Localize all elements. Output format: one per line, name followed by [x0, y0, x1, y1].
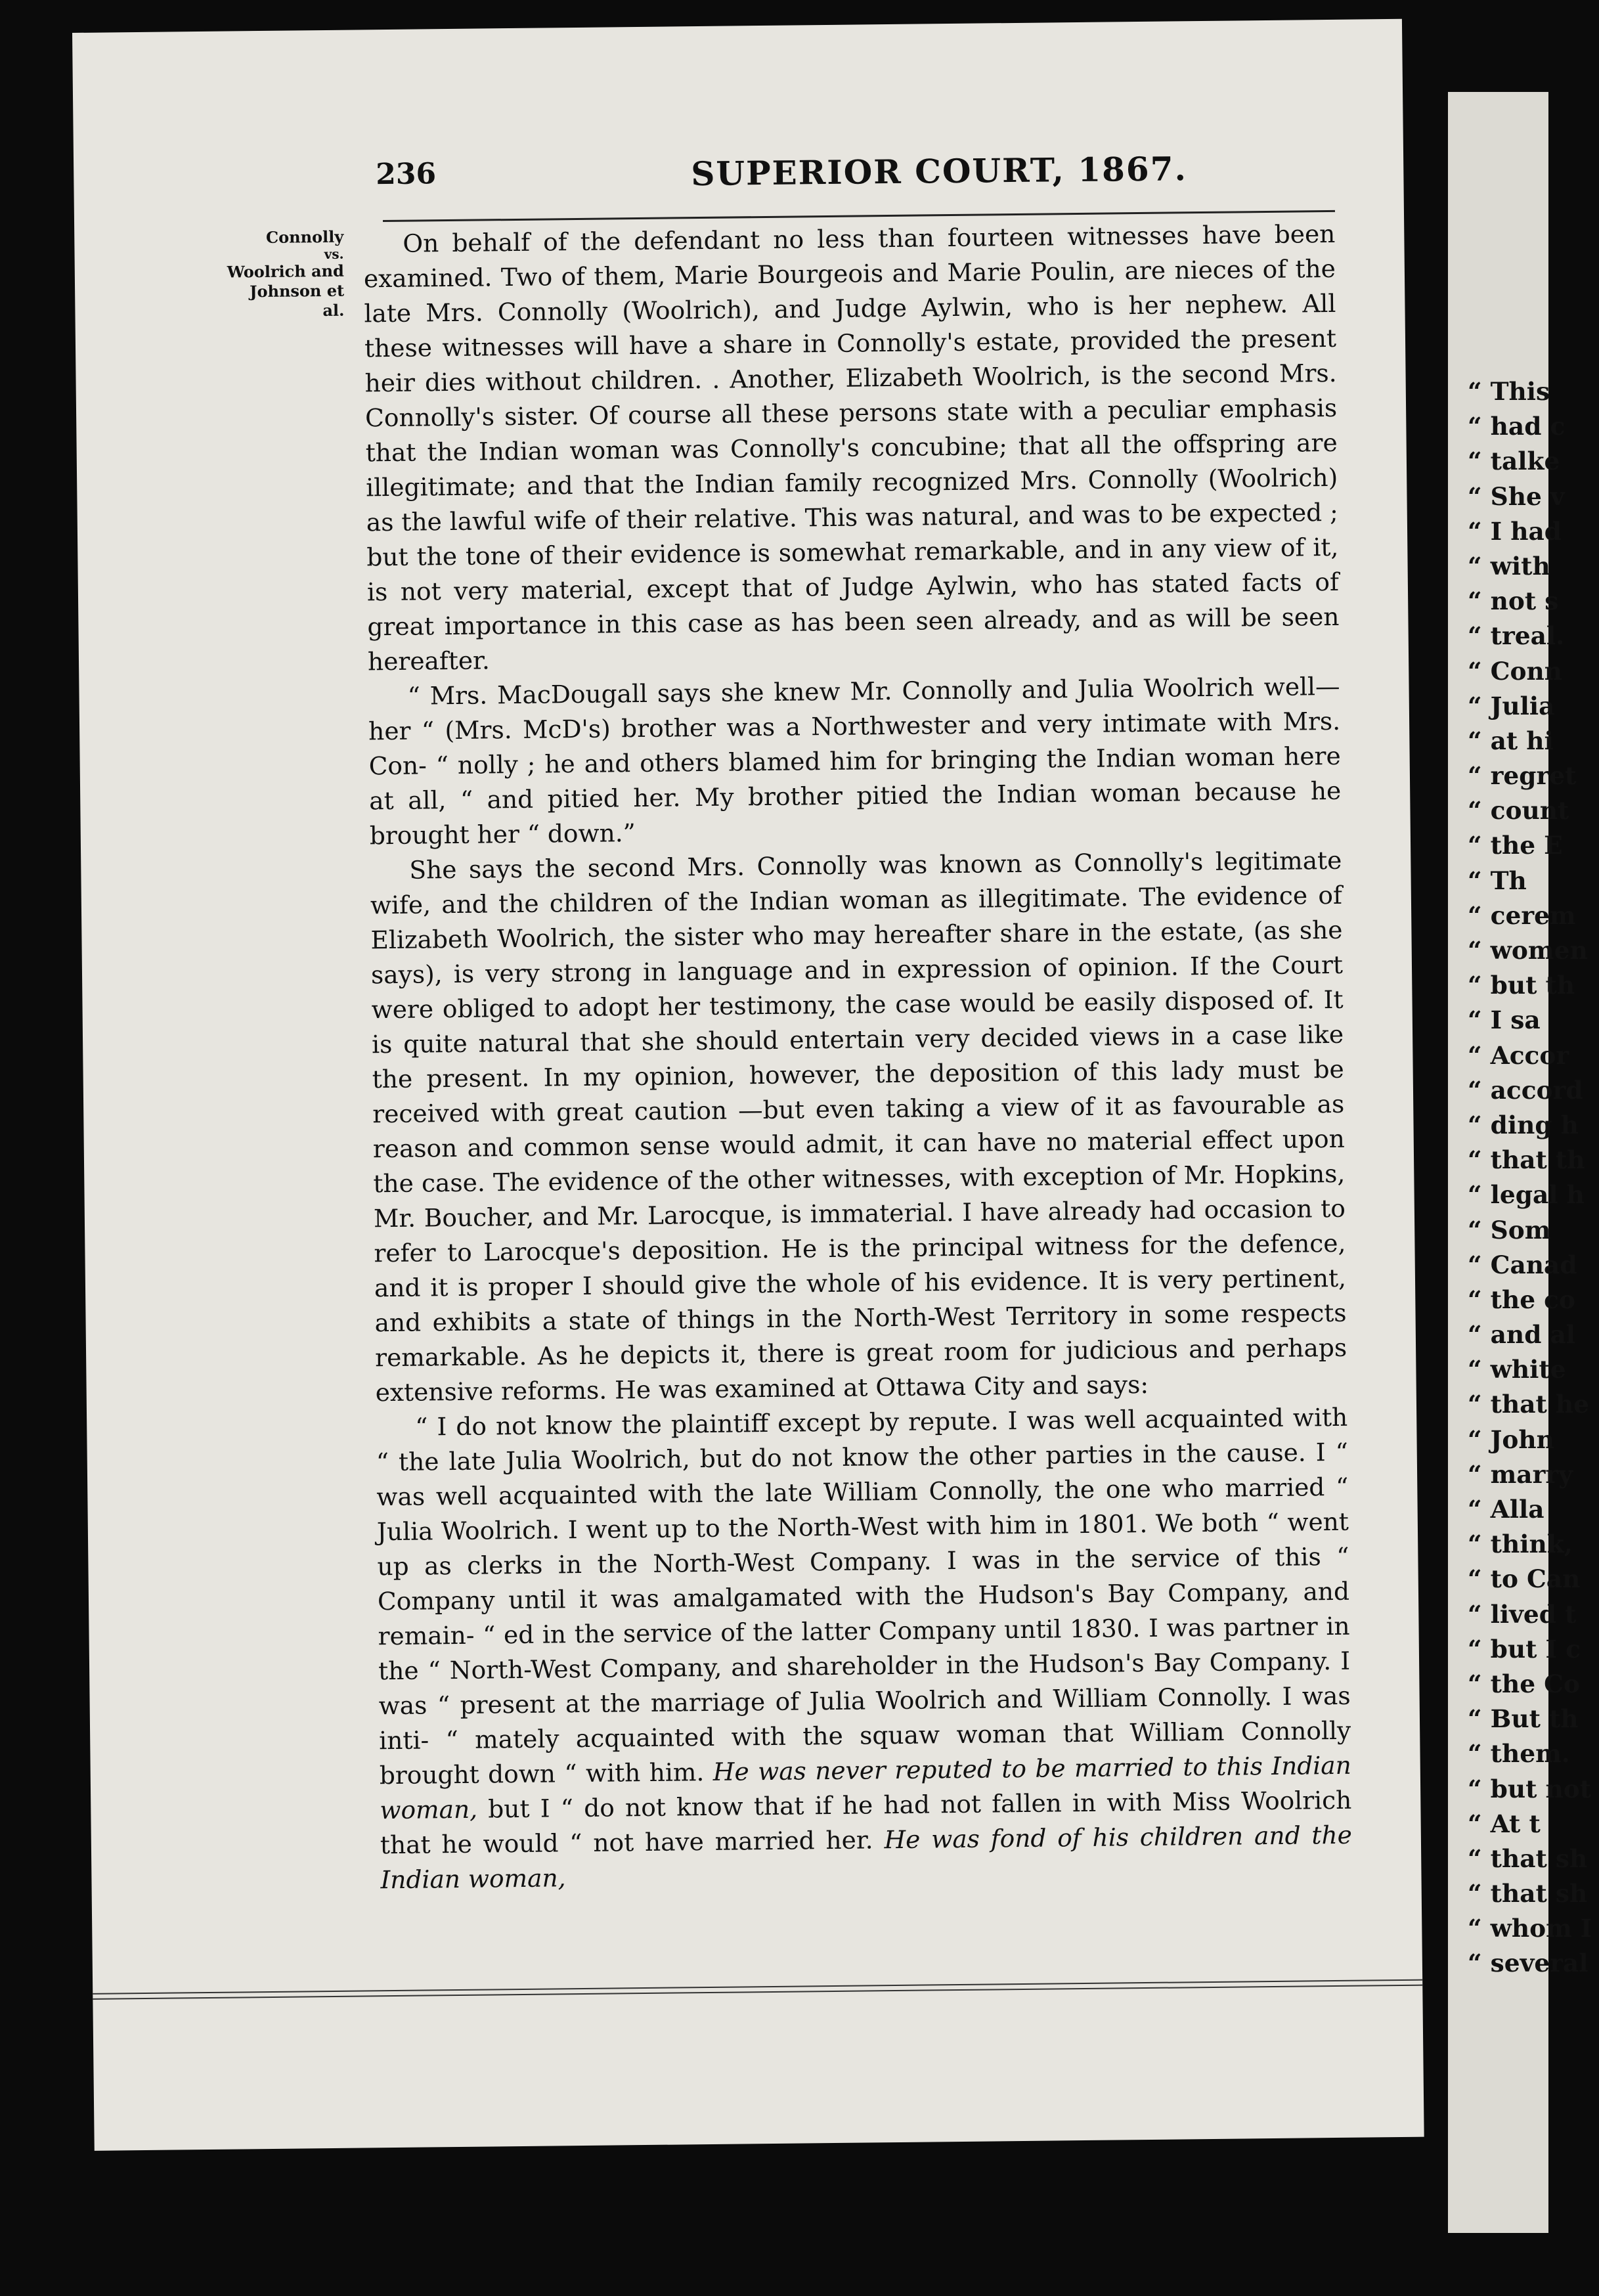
paragraph: She says the second Mrs. Connolly was known as Connolly's legitimate wife, and the children of the Indian woman as illegitimate. The evidence of Elizabeth Woolrich, the sister who may hereafter share in the estate, (as she says), is very strong in language and in expression of opinion. If the Court were obliged to adopt her testimony, the case would be easily disposed of. It is quite natural that she should entertain very decided views in a case like the present. In my opinion, however, the deposition of this lady must be received with great caution —but even taking a view of it as favourable as reason and common sense would admit, it can have no material effect upon the case. The evidence of the other witnesses, with exception of Mr. Hopkins, Mr. Boucher, and Mr. Larocque, is immaterial. I have already had occasion to refer to Larocque's deposition. He is the principal witness for the defence, and it is proper I should give the whole of his evidence. It is very pertinent, and exhibits a state of things in the North-West Territory in some respects remarkable. As he depicts it, there is great room for judicious and perhaps extensive reforms. He was examined at Ottawa City and says: — [370, 845, 1347, 1407]
facing-line: “ Alla — [1468, 1495, 1544, 1524]
facing-line: “ regret — [1468, 761, 1577, 791]
facing-line: “ several — [1468, 1949, 1588, 1978]
facing-line: “ them. — [1468, 1739, 1570, 1769]
facing-line: “ I had — [1468, 516, 1562, 546]
facing-line: “ women — [1468, 936, 1588, 965]
facing-line: “ but th — [1468, 971, 1575, 1000]
quote-italic: He was never reputed to be married to this Indian woman, — [380, 1750, 1351, 1825]
quotation — [376, 1400, 1353, 1897]
quote-italic: He was fond of his children and the Indian woman, — [380, 1820, 1353, 1895]
facing-line: “ that sh — [1468, 1843, 1588, 1873]
page-number: 236 — [376, 157, 437, 192]
facing-line: “ But th — [1468, 1704, 1579, 1734]
paragraph: On behalf of the defendant no less than fourteen witnesses have been examined. Two of them, Marie Bourgeois and Marie Poulin, are nieces of the late Mrs. Connolly (Woolrich), and Judge Aylwin, who is her nephew. All these witnesses will have a share in Connolly's estate, provided the present heir dies without children. . Another, Elizabeth Woolrich, is the second Mrs. Connolly's sister. Of course all these persons state with a peculiar emphasis that the Indian woman was Connolly's concubine; that all the offspring are illegitimate; and that the Indian family recognized Mrs. Connolly (Woolrich) as the lawful wife of their relative. This was natural, and was to be expected ; but the tone of their evidence is somewhat remarkable, and in any view of it, is not very material, except that of Judge Aylwin, who has stated facts of great importance in this case as has been seen already, and as will be seen hereafter. — [363, 219, 1340, 676]
facing-page — [1448, 92, 1592, 2233]
facing-line: “ marry — [1468, 1459, 1573, 1489]
bottom-rule — [93, 1979, 1422, 2000]
facing-line: “ not s — [1468, 586, 1559, 616]
facing-line: “ whom I — [1468, 1914, 1592, 1943]
facing-line: “ with — [1468, 551, 1550, 581]
facing-line: “ Som — [1468, 1215, 1551, 1245]
facing-line: “ Canad — [1468, 1250, 1577, 1279]
facing-line: “ but I c — [1468, 1634, 1581, 1664]
facing-line: “ the Co — [1468, 1669, 1580, 1698]
facing-line: “ talke — [1468, 447, 1560, 476]
sidenote-line: Connolly — [265, 227, 344, 247]
facing-line: “ and al — [1468, 1320, 1576, 1350]
sidenote-line: Woolrich and — [227, 261, 344, 282]
quote-text: but I “ do not know that if he had not fallen in with Miss Woolrich that he would “ not have married her. — [380, 1785, 1352, 1860]
facing-line: “ accord — [1468, 1075, 1583, 1105]
facing-line: “ ding h — [1468, 1110, 1579, 1139]
quotation: “ Mrs. MacDougall says she knew Mr. Connolly and Julia Woolrich well—her “ (Mrs. McD's) brother was a Northwester and very intimate with Mrs. Con- “ nolly ; he and others blamed him for bringing the Indian woman here at all, “ and pitied her. My brother pitied the Indian woman because he brought her “ down.” — [368, 671, 1342, 850]
facing-line: “ at hi — [1468, 726, 1554, 755]
facing-line: “ had c — [1468, 412, 1566, 441]
left-page — [72, 19, 1424, 2151]
facing-line: “ the co — [1468, 1285, 1575, 1314]
facing-line: “ that he — [1468, 1390, 1590, 1419]
facing-line: “ to Can — [1468, 1564, 1581, 1594]
facing-line: “ treal. — [1468, 621, 1565, 651]
facing-page-text — [1468, 374, 1599, 1981]
facing-line: “ that th — [1468, 1145, 1585, 1175]
facing-line: “ white — [1468, 1355, 1566, 1384]
facing-line: “ but not — [1468, 1774, 1592, 1803]
sidenote-line: Johnson et al. — [250, 280, 345, 320]
facing-line: “ Th — [1468, 866, 1527, 895]
body-text — [363, 217, 1353, 1897]
facing-line: “ Julia — [1468, 691, 1555, 720]
facing-line: “ the E — [1468, 831, 1563, 860]
facing-line: “ legal h — [1468, 1180, 1585, 1210]
facing-line: “ cerem — [1468, 900, 1576, 930]
running-title: SUPERIOR COURT, 1867. — [690, 149, 1188, 194]
facing-line: “ At t — [1468, 1809, 1541, 1838]
facing-line: “ think, — [1468, 1530, 1573, 1559]
page-header — [376, 142, 1282, 210]
case-sidenote — [225, 227, 344, 322]
facing-line: “ count — [1468, 796, 1569, 826]
facing-line: “ This — [1468, 377, 1550, 406]
facing-line: “ Conn — [1468, 656, 1563, 686]
facing-line: “ lived t — [1468, 1599, 1577, 1629]
facing-line: “ Accor — [1468, 1040, 1569, 1070]
facing-line: “ John — [1468, 1424, 1554, 1454]
quote-text: “ I do not know the plaintiff except by repute. I was well acquainted with “ the late Julia Woolrich, but do not know the other parties in the cause. I “ was well acquainted with the late William Connolly, the one who married “ Julia Woolrich. I went up to the North-West with him in 1801. We both “ went up as clerks in the North-West Company. I was in the service of this “ Company until it was amalgamated with the Hudson's Bay Company, and remain- “ ed in the service of the latter Company until 1830. I was partner in the “ North-West Company, and shareholder in the Hudson's Bay Company. I was “ present at the marriage of Julia Woolrich and William Connolly. I was inti- “ mately acquainted with the squaw woman that William Connolly brought down “ with him. — [376, 1402, 1351, 1790]
sidenote-line: vs. — [324, 246, 344, 262]
facing-line: “ She v — [1468, 481, 1565, 511]
facing-line: “ I sa — [1468, 1005, 1541, 1035]
facing-line: “ that sh — [1468, 1879, 1588, 1909]
